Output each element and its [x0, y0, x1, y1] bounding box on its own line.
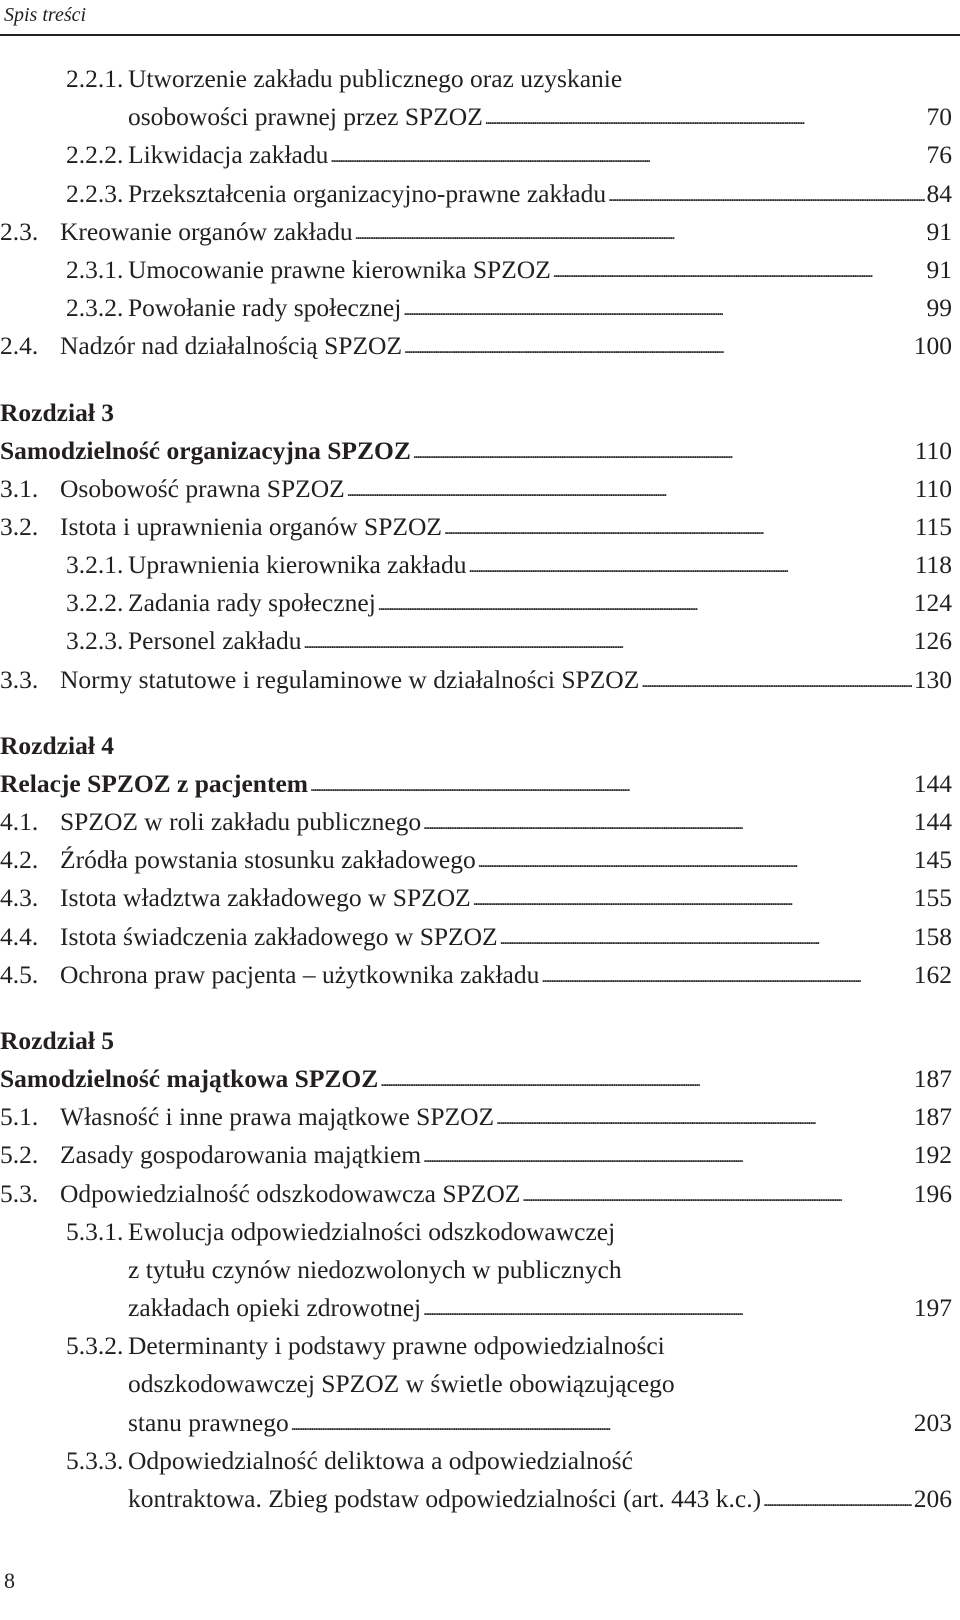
entry-title: Własność i inne prawa majątkowe SPZOZ [60, 1102, 495, 1132]
entry-page-number: 192 [913, 1140, 952, 1170]
dot-leader [468, 549, 912, 579]
entry-title: Normy statutowe i regulaminowe w działalności SPZOZ [60, 664, 640, 694]
entry-number: 4.4. [0, 921, 39, 951]
dot-leader [500, 921, 912, 951]
entry-number: 2.4. [0, 331, 39, 361]
entry-page-number: 144 [913, 807, 952, 836]
entry-title: Umocowanie prawne kierownika SPZOZ [128, 254, 551, 284]
entry-page-number: 110 [914, 473, 952, 503]
toc-entry [0, 102, 952, 140]
dot-leader [553, 254, 925, 284]
section-gap [0, 370, 952, 398]
dot-leader [763, 1483, 912, 1513]
entry-page-number: 187 [913, 1063, 952, 1093]
entry-number: 5.3. [0, 1178, 39, 1208]
entry-number: 5.1. [0, 1102, 39, 1132]
dot-leader [522, 1178, 911, 1208]
entry-number: 2.3. [0, 216, 39, 246]
entry-title: Determinanty i podstawy prawne odpowiedzialności [128, 1331, 665, 1361]
toc-entry [0, 960, 952, 998]
entry-title: Zadania rady społecznej [128, 588, 376, 618]
dot-leader [478, 844, 912, 874]
entry-title: Istota władztwa zakładowego w SPZOZ [60, 883, 471, 913]
toc-entry [0, 1293, 952, 1331]
entry-number: 5.2. [0, 1140, 39, 1170]
entry-page-number: 203 [913, 1407, 952, 1437]
entry-page-number: 155 [913, 883, 952, 913]
entry-title: Personel zakładu [128, 626, 302, 656]
dot-leader [380, 1063, 911, 1093]
entry-title: Powołanie rady społecznej [128, 293, 402, 323]
toc-entry [0, 1369, 952, 1407]
page-number: 8 [4, 1568, 15, 1593]
entry-number: 2.2.2. [66, 140, 124, 170]
toc-entry [0, 1179, 952, 1217]
toc-entry [0, 588, 952, 626]
entry-page-number: 115 [914, 511, 952, 541]
entry-title: Przekształcenia organizacyjno-prawne zakładu [128, 178, 607, 208]
toc-entry [0, 1140, 952, 1178]
entry-title: kontraktowa. Zbieg podstaw odpowiedzialności (art. 443 k.c.) [128, 1484, 762, 1513]
entry-page-number: 197 [913, 1293, 952, 1323]
dot-leader [496, 1101, 912, 1131]
toc-entry [0, 769, 952, 807]
entry-number: 5.3.3. [66, 1445, 124, 1475]
entry-title: Utworzenie zakładu publicznego oraz uzyskanie [128, 64, 623, 93]
entry-number: 3.2.1. [66, 550, 124, 580]
entry-title: Samodzielność organizacyjna SPZOZ [0, 435, 411, 465]
dot-leader [444, 511, 913, 541]
toc-entry [0, 1102, 952, 1140]
toc-entry [0, 474, 952, 512]
entry-page-number: 162 [913, 959, 952, 989]
toc-entry [0, 255, 952, 293]
entry-title: stanu prawnego [128, 1407, 289, 1437]
toc-entry [0, 1064, 952, 1102]
entry-number: 2.3.2. [66, 293, 124, 323]
entry-title: Samodzielność majątkowa SPZOZ [0, 1063, 379, 1093]
dot-leader [403, 292, 924, 322]
entry-title: Rozdział 5 [0, 1025, 115, 1055]
dot-leader [473, 882, 912, 912]
entry-title: Nadzór nad działalnością SPZOZ [60, 331, 403, 361]
entry-number: 3.2. [0, 511, 39, 541]
dot-leader [423, 1139, 912, 1169]
toc-entry [0, 217, 952, 255]
entry-page-number: 91 [926, 216, 952, 246]
toc-entry [0, 512, 952, 550]
entry-number: 3.2.2. [66, 588, 124, 618]
toc-entry [0, 331, 952, 369]
entry-page-number: 124 [913, 588, 952, 618]
table-of-contents [0, 64, 952, 1522]
entry-number: 3.2.3. [66, 626, 124, 656]
dot-leader [423, 1292, 912, 1322]
entry-page-number: 158 [913, 921, 952, 951]
entry-number: 5.3.1. [66, 1216, 124, 1246]
toc-entry [0, 626, 952, 664]
entry-title: Likwidacja zakładu [128, 140, 329, 170]
dot-leader [423, 806, 912, 836]
dot-leader [303, 625, 911, 655]
section-gap [0, 703, 952, 731]
toc-entry [0, 293, 952, 331]
entry-title: Relacje SPZOZ z pacjentem [0, 768, 309, 798]
toc-entry [0, 64, 952, 102]
entry-page-number: 110 [914, 435, 952, 465]
entry-title: Rozdział 4 [0, 730, 115, 760]
entry-page-number: 99 [926, 293, 952, 323]
entry-number: 3.1. [0, 473, 39, 503]
dot-leader [541, 959, 911, 989]
toc-entry [0, 179, 952, 217]
toc-entry [0, 550, 952, 588]
entry-title: Osobowość prawna SPZOZ [60, 473, 345, 503]
toc-entry [0, 436, 952, 474]
dot-leader [413, 435, 913, 465]
entry-title: Istota świadczenia zakładowego w SPZOZ [60, 921, 498, 951]
toc-entry [0, 1331, 952, 1369]
dot-leader [378, 587, 912, 617]
entry-title: Ewolucja odpowiedzialności odszkodowawczej [128, 1216, 616, 1246]
entry-number: 2.2.1. [66, 64, 124, 93]
entry-page-number: 130 [913, 664, 952, 694]
entry-page-number: 100 [913, 331, 952, 361]
entry-page-number: 70 [926, 102, 952, 132]
entry-title: Odpowiedzialność deliktowa a odpowiedzialność [128, 1445, 633, 1475]
entry-page-number: 118 [914, 550, 952, 580]
entry-title: Istota i uprawnienia organów SPZOZ [60, 511, 442, 541]
header-rule [0, 34, 960, 36]
entry-title: Uprawnienia kierownika zakładu [128, 550, 467, 580]
entry-title: SPZOZ w roli zakładu publicznego [60, 807, 422, 836]
entry-title: zakładach opieki zdrowotnej [128, 1293, 422, 1323]
chapter-heading [0, 398, 952, 436]
toc-entry [0, 140, 952, 178]
entry-title: Rozdział 3 [0, 397, 115, 427]
entry-number: 3.3. [0, 664, 39, 694]
entry-number: 2.3.1. [66, 254, 124, 284]
toc-entry [0, 1446, 952, 1484]
toc-entry [0, 1484, 952, 1522]
entry-title: Odpowiedzialność odszkodowawcza SPZOZ [60, 1178, 521, 1208]
entry-number: 4.5. [0, 959, 39, 989]
entry-page-number: 76 [926, 140, 952, 170]
entry-page-number: 126 [913, 626, 952, 656]
section-gap [0, 998, 952, 1026]
toc-entry [0, 665, 952, 703]
chapter-heading [0, 731, 952, 769]
entry-number: 4.2. [0, 845, 39, 875]
dot-leader [347, 473, 913, 503]
entry-title: z tytułu czynów niedozwolonych w publicznych [128, 1254, 622, 1284]
entry-number: 5.3.2. [66, 1331, 124, 1361]
entry-title: osobowości prawnej przez SPZOZ [128, 102, 483, 132]
entry-page-number: 84 [926, 178, 952, 208]
entry-page-number: 144 [913, 768, 952, 798]
entry-page-number: 196 [913, 1178, 952, 1208]
toc-entry [0, 1217, 952, 1255]
dot-leader [404, 330, 912, 360]
dot-leader [310, 768, 912, 798]
running-header: Spis treści [4, 4, 87, 26]
dot-leader [485, 101, 925, 131]
chapter-heading [0, 1026, 952, 1064]
entry-number: 4.3. [0, 883, 39, 913]
toc-entry [0, 922, 952, 960]
dot-leader [355, 216, 925, 246]
entry-page-number: 187 [913, 1102, 952, 1132]
entry-page-number: 206 [913, 1484, 952, 1513]
entry-title: Ochrona praw pacjenta – użytkownika zakładu [60, 959, 540, 989]
dot-leader [608, 178, 924, 208]
entry-title: odszkodowawczej SPZOZ w świetle obowiązującego [128, 1369, 675, 1399]
entry-number: 2.2.3. [66, 178, 124, 208]
dot-leader [330, 139, 924, 169]
entry-number: 4.1. [0, 807, 39, 836]
dot-leader [641, 664, 911, 694]
toc-entry [0, 883, 952, 921]
entry-title: Źródła powstania stosunku zakładowego [60, 845, 476, 875]
toc-entry [0, 807, 952, 845]
toc-entry [0, 1408, 952, 1446]
entry-page-number: 91 [926, 254, 952, 284]
toc-entry [0, 845, 952, 883]
toc-entry [0, 1255, 952, 1293]
entry-title: Zasady gospodarowania majątkiem [60, 1140, 422, 1170]
dot-leader [291, 1407, 912, 1437]
entry-page-number: 145 [913, 845, 952, 875]
entry-title: Kreowanie organów zakładu [60, 216, 353, 246]
